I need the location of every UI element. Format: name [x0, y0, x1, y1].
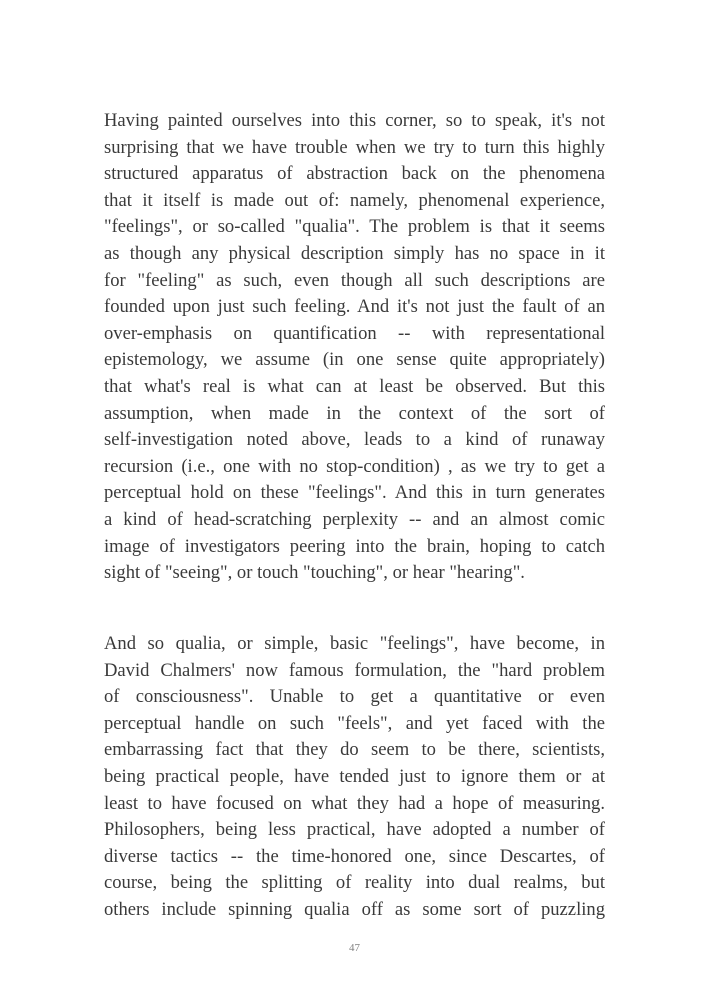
text-line: course, being the splitting of reality into dual realms, but — [104, 872, 605, 894]
text-line: perceptual handle on such "feels", and yet faced with the — [104, 712, 605, 734]
text-line: Having painted ourselves into this corner, so to speak, it's not — [104, 110, 605, 131]
text-line: "feelings", or so-called "qualia". The problem is that it seems — [104, 216, 605, 238]
text-line: embarrassing fact that they do seem to be there, scientists, — [104, 739, 605, 761]
text-line: least to have focused on what they had a hope of measuring. — [104, 792, 605, 814]
paragraph-2 — [104, 631, 605, 924]
text-line: Philosophers, being less practical, have adopted a number of — [104, 819, 605, 841]
text-line: David Chalmers' now famous formulation, the "hard problem — [104, 659, 605, 681]
text-line: others include spinning qualia off as some sort of puzzling — [104, 898, 605, 920]
text-line: recursion (i.e., one with no stop-condition) , as we try to get a — [104, 455, 605, 477]
text-line: diverse tactics -- the time-honored one, since Descartes, of — [104, 845, 605, 867]
text-line: sight of "seeing", or touch "touching", or hear "hearing". — [104, 562, 525, 584]
text-line: being practical people, have tended just to ignore them or at — [104, 765, 605, 787]
text-line: of consciousness". Unable to get a quantitative or even — [104, 686, 605, 708]
text-line: assumption, when made in the context of the sort of — [104, 402, 605, 424]
text-line: image of investigators peering into the brain, hoping to catch — [104, 535, 605, 557]
text-line: that what's real is what can at least be observed. But this — [104, 375, 605, 397]
text-line: that it itself is made out of: namely, phenomenal experience, — [104, 189, 605, 211]
text-line: for "feeling" as such, even though all such descriptions are — [104, 269, 605, 291]
text-line: And so qualia, or simple, basic "feelings", have become, in — [104, 633, 605, 654]
text-line: a kind of head-scratching perplexity -- and an almost comic — [104, 508, 605, 530]
text-line: structured apparatus of abstraction back on the phenomena — [104, 163, 605, 185]
text-line: epistemology, we assume (in one sense quite appropriately) — [104, 349, 605, 371]
text-line: as though any physical description simply has no space in it — [104, 242, 605, 264]
text-line: founded upon just such feeling. And it's not just the fault of an — [104, 296, 605, 318]
text-line: self-investigation noted above, leads to a kind of runaway — [104, 429, 605, 451]
text-line: surprising that we have trouble when we try to turn this highly — [104, 136, 605, 158]
page-number: 47 — [349, 942, 360, 954]
text-line: over-emphasis on quantification -- with representational — [104, 322, 605, 344]
text-line: perceptual hold on these "feelings". And this in turn generates — [104, 482, 605, 504]
paragraph-1 — [104, 108, 605, 587]
